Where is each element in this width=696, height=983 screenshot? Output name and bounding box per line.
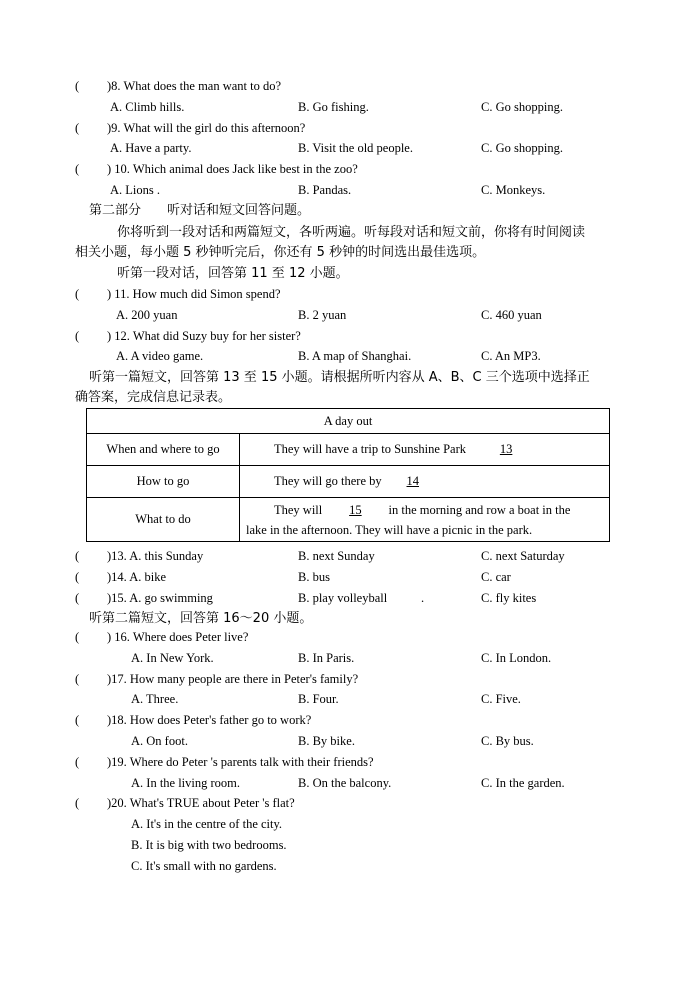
option-b: B. Go fishing. <box>298 100 369 114</box>
option-c: C. In London. <box>481 651 552 665</box>
question-10 <box>75 163 358 176</box>
option-b: B. By bike. <box>298 734 355 748</box>
option-c: C. Five. <box>481 692 521 706</box>
option-c: C. In the garden. <box>481 776 565 790</box>
answer-paren-open: ( <box>75 755 80 769</box>
table-row-label: What to do <box>87 498 240 542</box>
answer-paren-open: ( <box>75 591 80 605</box>
option-c: C. Go shopping. <box>481 100 563 114</box>
answer-blank-13: 13 <box>499 442 513 457</box>
answer-paren-close: ) <box>107 755 112 769</box>
option-c: C. An MP3. <box>481 349 541 363</box>
question-18 <box>75 714 311 727</box>
question-9 <box>75 122 305 135</box>
option-b: B. It is big with two bedrooms. <box>131 838 287 852</box>
table-row-label: When and where to go <box>87 434 240 466</box>
option-b: B. 2 yuan <box>298 308 347 322</box>
option-b: B. bus <box>298 570 330 584</box>
answer-paren-close: ) <box>107 796 112 810</box>
question-20 <box>75 797 295 810</box>
answer-paren-open: ( <box>75 287 80 301</box>
option-b: B. Pandas. <box>298 183 352 197</box>
option-a: A. Three. <box>131 692 179 706</box>
answer-paren-close: ) <box>107 287 112 301</box>
question-number: 9. <box>111 121 121 135</box>
answer-paren-open: ( <box>75 329 80 343</box>
passage1-instruction-line-2: 确答案，完成信息记录表。 <box>75 390 232 405</box>
answer-paren-open: ( <box>75 672 80 686</box>
option-b: B. On the balcony. <box>298 776 392 790</box>
question-text: What does the man want to do? <box>123 79 282 93</box>
answer-paren-close: ) <box>107 672 112 686</box>
answer-paren-open: ( <box>75 121 80 135</box>
table-text: They will go there by <box>274 474 382 489</box>
option-c: C. 460 yuan <box>481 308 542 322</box>
question-number: 10. <box>114 162 130 176</box>
option-c: C. Monkeys. <box>481 183 546 197</box>
question-text: How many people are there in Peter's family? <box>129 672 359 686</box>
answer-paren-open: ( <box>75 549 80 563</box>
option-a: A. Have a party. <box>110 141 192 155</box>
question-number: 13. <box>111 549 127 563</box>
section-intro-line-2: 相关小题，每小题 5 秒钟听完后，你还有 5 秒钟的时间选出最佳选项。 <box>75 245 486 260</box>
info-record-table <box>86 408 610 542</box>
question-text: How does Peter's father go to work? <box>129 713 312 727</box>
section-heading: 第二部分 听对话和短文回答问题。 <box>89 203 311 218</box>
option-b: B. Visit the old people. <box>298 141 413 155</box>
passage1-instruction-line-1: 听第一篇短文，回答第 13 至 15 小题。请根据所听内容从 A、B、C 三个选项中选择正 <box>89 370 590 385</box>
question-number: 20. <box>111 796 127 810</box>
option-c: C. car <box>481 570 511 584</box>
question-text: Which animal does Jack like best in the zoo? <box>132 162 358 176</box>
question-text: What will the girl do this afternoon? <box>123 121 306 135</box>
answer-paren-open: ( <box>75 570 80 584</box>
question-text: How much did Simon spend? <box>132 287 281 301</box>
option-c: C. By bus. <box>481 734 534 748</box>
table-row-value <box>240 434 610 466</box>
answer-paren-open: ( <box>75 630 80 644</box>
question-14 <box>75 571 166 584</box>
answer-paren-close: ) <box>107 329 112 343</box>
option-a: A. In the living room. <box>131 776 241 790</box>
answer-blank-15: 15 <box>349 502 362 517</box>
answer-paren-close: ) <box>107 162 112 176</box>
question-number: 8. <box>111 79 121 93</box>
question-number: 19. <box>111 755 127 769</box>
table-title: A day out <box>87 409 610 434</box>
question-19 <box>75 756 374 769</box>
question-16 <box>75 631 248 644</box>
question-number: 18. <box>111 713 127 727</box>
answer-paren-open: ( <box>75 79 80 93</box>
stray-dot: . <box>421 591 425 605</box>
question-13 <box>75 550 203 563</box>
option-b: B. play volleyball <box>298 591 388 605</box>
question-number: 12. <box>114 329 130 343</box>
question-11 <box>75 288 281 301</box>
answer-paren-close: ) <box>107 549 112 563</box>
option-a: A. Climb hills. <box>110 100 185 114</box>
question-number: 14. <box>111 570 127 584</box>
question-15 <box>75 592 213 605</box>
option-a: A. A video game. <box>116 349 204 363</box>
question-17 <box>75 673 358 686</box>
table-row-value <box>240 498 610 542</box>
passage2-instruction: 听第二篇短文，回答第 16～20 小题。 <box>89 611 313 626</box>
option-c: C. Go shopping. <box>481 141 563 155</box>
answer-paren-open: ( <box>75 162 80 176</box>
answer-blank-14: 14 <box>406 474 419 489</box>
question-text: What's TRUE about Peter 's flat? <box>129 796 295 810</box>
option-c: C. It's small with no gardens. <box>131 859 277 873</box>
table-text: in the morning and row a boat in the <box>388 502 571 517</box>
answer-paren-close: ) <box>107 570 112 584</box>
option-b: B. Four. <box>298 692 339 706</box>
option-a: A. In New York. <box>131 651 214 665</box>
answer-paren-close: ) <box>107 591 112 605</box>
table-text: They will have a trip to Sunshine Park <box>274 442 466 457</box>
question-number: 15. <box>111 591 127 605</box>
question-number: 16. <box>114 630 130 644</box>
question-number: 17. <box>111 672 127 686</box>
question-text: Where does Peter live? <box>132 630 249 644</box>
option-a: A. bike <box>129 570 167 584</box>
dialogue-instruction: 听第一段对话，回答第 11 至 12 小题。 <box>117 266 349 281</box>
table-row-value <box>240 466 610 498</box>
section-intro-line-1: 你将听到一段对话和两篇短文，各听两遍。听每段对话和短文前，你将有时间阅读 <box>117 225 586 240</box>
option-a: A. Lions . <box>110 183 160 197</box>
option-a: A. On foot. <box>131 734 188 748</box>
question-number: 11. <box>114 287 130 301</box>
option-c: C. fly kites <box>481 591 537 605</box>
option-a: A. It's in the centre of the city. <box>131 817 283 831</box>
question-text: Where do Peter 's parents talk with their friends? <box>129 755 374 769</box>
question-12 <box>75 330 301 343</box>
option-b: B. In Paris. <box>298 651 355 665</box>
option-a: A. go swimming <box>129 591 213 605</box>
answer-paren-close: ) <box>107 79 112 93</box>
answer-paren-close: ) <box>107 713 112 727</box>
question-text: What did Suzy buy for her sister? <box>132 329 301 343</box>
table-text: They will <box>274 502 323 517</box>
option-b: B. next Sunday <box>298 549 375 563</box>
question-8 <box>75 80 281 93</box>
option-b: B. A map of Shanghai. <box>298 349 412 363</box>
option-c: C. next Saturday <box>481 549 565 563</box>
option-a: A. 200 yuan <box>116 308 178 322</box>
answer-paren-close: ) <box>107 630 112 644</box>
answer-paren-close: ) <box>107 121 112 135</box>
option-a: A. this Sunday <box>129 549 204 563</box>
table-text: lake in the afternoon. They will have a picnic in the park. <box>246 522 533 537</box>
answer-paren-open: ( <box>75 713 80 727</box>
answer-paren-open: ( <box>75 796 80 810</box>
table-row-label: How to go <box>87 466 240 498</box>
